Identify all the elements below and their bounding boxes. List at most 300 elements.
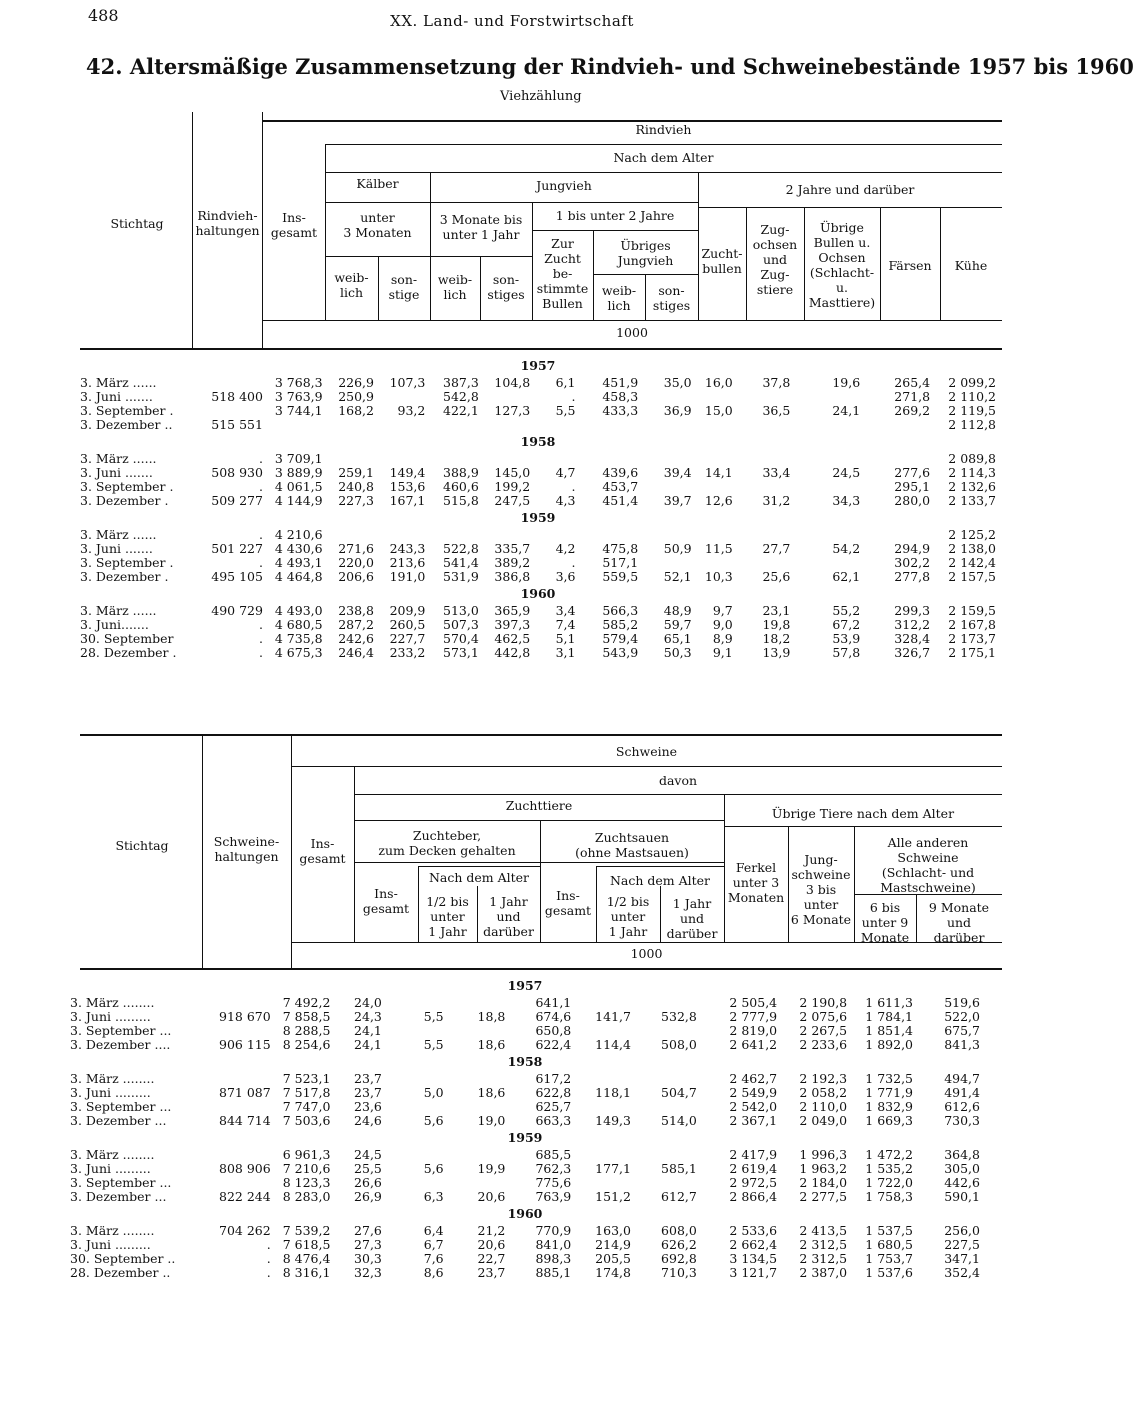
pig-cell: 906 115	[219, 1037, 271, 1052]
pig-ins-gesamt-2: Ins- gesamt	[544, 888, 592, 918]
pig-row-date: 3. September ...	[70, 1099, 172, 1114]
cattle-cell: 2 125,2	[948, 527, 996, 542]
pig-cell: 590,1	[944, 1189, 980, 1204]
cattle-cell	[790, 418, 860, 432]
cattle-cell: 14,1	[704, 465, 733, 480]
cattle-cell: 277,8	[894, 569, 931, 584]
cattle-cell: 57,8	[832, 645, 861, 660]
pig-cell: 844 714	[219, 1113, 271, 1128]
cattle-cell: 233,2	[389, 645, 426, 660]
pig-row-date: 28. Dezember ..	[70, 1265, 171, 1280]
cattle-cell: 365,9	[494, 603, 531, 618]
cattle-cell: 37,8	[762, 375, 791, 390]
pig-cell: 1 537,5	[865, 1223, 913, 1238]
pig-cell	[444, 996, 506, 1010]
cattle-cell	[374, 452, 425, 466]
cattle-cell: 107,3	[389, 375, 426, 390]
cattle-cell	[425, 528, 478, 542]
pig-cell: 2 110,0	[799, 1099, 848, 1114]
pig-cell: 163,0	[595, 1223, 631, 1238]
cattle-cell	[479, 418, 530, 432]
cattle-zuchtbullen-head: Zucht- bullen	[701, 246, 743, 276]
pig-cell	[631, 996, 697, 1010]
cattle-cell: 238,8	[338, 603, 374, 618]
pig-cell: 2 184,0	[799, 1175, 848, 1190]
cattle-cell: 48,9	[663, 603, 692, 618]
pig-uebrige-head: Übrige Tiere nach dem Alter	[771, 806, 955, 821]
pig-cell: 730,3	[944, 1113, 980, 1128]
pig-cell: 442,6	[944, 1175, 980, 1190]
pig-cell: 1 771,9	[865, 1085, 913, 1100]
cattle-cell	[860, 452, 930, 466]
pig-cell: 918 670	[219, 1009, 271, 1024]
cattle-table-row	[80, 528, 996, 542]
pig-cell: 2 662,4	[729, 1237, 778, 1252]
cattle-cell: 287,2	[338, 617, 374, 632]
cattle-cell: 389,2	[494, 555, 531, 570]
pig-row-date: 3. Juni .........	[70, 1009, 151, 1024]
pig-cell: 364,8	[944, 1147, 980, 1162]
cattle-row-date: 30. September	[80, 631, 174, 646]
cattle-table-row	[80, 466, 996, 480]
pig-cell	[631, 1100, 697, 1114]
pig-cell	[571, 996, 631, 1010]
pig-cell: 5,6	[423, 1161, 444, 1176]
pig-cell: .	[266, 1251, 271, 1266]
cattle-cell: 397,3	[494, 617, 531, 632]
cattle-cell: 24,1	[832, 403, 861, 418]
pig-table-row	[70, 996, 980, 1010]
pig-year-label: 1959	[507, 1130, 543, 1145]
cattle-cell	[790, 528, 860, 542]
pig-table-row	[70, 1224, 980, 1238]
cattle-cell: 422,1	[443, 403, 479, 418]
cattle-table-row	[80, 646, 996, 660]
pig-cell: 617,2	[535, 1071, 572, 1086]
pig-cell: 622,4	[535, 1037, 572, 1052]
pig-cell: 7,6	[423, 1251, 444, 1266]
pig-cell: 118,1	[595, 1085, 631, 1100]
pig-cell: 141,7	[595, 1009, 631, 1024]
pig-cell: 612,6	[944, 1099, 980, 1114]
cattle-cell: 3 744,1	[274, 403, 323, 418]
cattle-cell: 4 680,5	[274, 617, 323, 632]
cattle-cell: 240,8	[338, 479, 374, 494]
cattle-cell: 3,1	[555, 645, 576, 660]
cattle-sonstiges-2: son- stiges	[487, 272, 525, 302]
cattle-cell	[530, 452, 575, 466]
pig-cell: 6,4	[423, 1223, 444, 1238]
cattle-cell: 53,9	[832, 631, 861, 646]
cattle-cell: 12,6	[704, 493, 733, 508]
cattle-cell: 4 430,6	[274, 541, 323, 556]
cattle-cell: 55,2	[832, 603, 861, 618]
cattle-row-date: 3. Juni .......	[80, 389, 153, 404]
cattle-table-row	[80, 604, 996, 618]
pig-cell: 5,5	[423, 1009, 444, 1024]
cattle-cell: 5,5	[555, 403, 576, 418]
cattle-kaelber-head: Kälber	[356, 176, 399, 191]
cattle-cell: .	[258, 527, 263, 542]
pig-cell: 1 611,3	[865, 995, 913, 1010]
cattle-cell: 5,1	[555, 631, 576, 646]
cattle-table-body	[80, 356, 996, 660]
pig-cell: .	[266, 1265, 271, 1280]
pig-cell: 1 722,0	[865, 1175, 913, 1190]
pig-cell: 23,7	[354, 1085, 382, 1100]
cattle-cell: 299,3	[894, 603, 931, 618]
cattle-cell	[374, 418, 425, 432]
running-head: XX. Land- und Forstwirtschaft	[390, 12, 634, 30]
cattle-cell: 265,4	[894, 375, 931, 390]
pig-year-row	[70, 976, 980, 996]
pig-cell: 1 537,6	[865, 1265, 913, 1280]
pig-cell: 2 413,5	[799, 1223, 848, 1238]
pig-cell: 885,1	[535, 1265, 572, 1280]
pig-cell: 6,7	[423, 1237, 444, 1252]
pig-cell: 626,2	[661, 1237, 697, 1252]
table-title: 42. Altersmäßige Zusammensetzung der Rindvieh- und Schweinebestände 1957 bis 1960	[86, 54, 1134, 79]
cattle-cell: 59,7	[663, 617, 692, 632]
pig-table-body	[70, 976, 980, 1280]
cattle-table-row	[80, 632, 996, 646]
cattle-row-date: 3. Juni.......	[80, 617, 149, 632]
cattle-zugochsen-head: Zug- ochsen und Zug- stiere	[752, 222, 798, 297]
cattle-cell	[692, 390, 733, 404]
cattle-table-row	[80, 570, 996, 584]
pig-cell: 1 832,9	[865, 1099, 913, 1114]
cattle-cell: 2 159,5	[948, 603, 996, 618]
cattle-cell: 2 110,2	[948, 389, 996, 404]
pig-ein-jahr-b: 1 Jahr und darüber	[666, 896, 718, 941]
pig-table-row	[70, 1024, 980, 1038]
pig-cell	[571, 1024, 631, 1038]
pig-cell	[631, 1072, 697, 1086]
pig-cell	[631, 1024, 697, 1038]
cattle-cell	[323, 528, 374, 542]
cattle-cell	[790, 452, 860, 466]
pig-davon-head: davon	[658, 773, 698, 788]
cattle-cell: 518 400	[211, 389, 263, 404]
cattle-cell: 27,7	[762, 541, 791, 556]
pig-jungschweine-head: Jung- schweine 3 bis unter 6 Monate	[790, 852, 852, 927]
pig-cell: 19,9	[477, 1161, 506, 1176]
pig-row-date: 3. September ...	[70, 1175, 172, 1190]
cattle-cell: 312,2	[894, 617, 931, 632]
pig-cell: 20,6	[477, 1189, 506, 1204]
cattle-cell: 4 061,5	[274, 479, 323, 494]
pig-cell: 710,3	[661, 1265, 697, 1280]
pig-table-row	[70, 1072, 980, 1086]
cattle-cell: 335,7	[494, 541, 531, 556]
pig-cell: 7 618,5	[282, 1237, 331, 1252]
cattle-cell: 2 167,8	[948, 617, 996, 632]
cattle-stichtag-head: Stichtag	[110, 216, 164, 231]
pig-cell	[631, 1176, 697, 1190]
pig-ein-jahr-a: 1 Jahr und darüber	[483, 894, 534, 939]
pig-cell: 822 244	[219, 1189, 271, 1204]
pig-cell: 24,0	[354, 995, 382, 1010]
pig-cell: 8 288,5	[282, 1023, 331, 1038]
pig-cell: 5,6	[423, 1113, 444, 1128]
pig-cell	[382, 1148, 444, 1162]
cattle-row-date: 3. September .	[80, 403, 174, 418]
pig-year-label: 1958	[507, 1054, 543, 1069]
pig-cell: 2 417,9	[729, 1147, 778, 1162]
pig-cell: 2 190,8	[799, 995, 848, 1010]
cattle-cell: 247,5	[494, 493, 531, 508]
cattle-cell: 541,4	[443, 555, 479, 570]
cattle-cell: .	[571, 389, 576, 404]
cattle-cell: .	[571, 555, 576, 570]
cattle-weiblich-1: weib- lich	[334, 270, 369, 300]
cattle-cell	[323, 418, 374, 432]
cattle-cell: 149,4	[389, 465, 426, 480]
cattle-cell: 10,3	[704, 569, 733, 584]
pig-table-row	[70, 1190, 980, 1204]
pig-halb-bis-1-b: 1/2 bis unter 1 Jahr	[606, 894, 650, 939]
pig-cell: 7 517,8	[282, 1085, 331, 1100]
pig-row-date: 3. März ........	[70, 1071, 155, 1086]
pig-table-row	[70, 1162, 980, 1176]
pig-cell	[571, 1100, 631, 1114]
cattle-cell: 475,8	[602, 541, 639, 556]
cattle-cell: 439,6	[602, 465, 639, 480]
pig-cell: 2 312,5	[799, 1251, 848, 1266]
pig-cell: 352,4	[944, 1265, 980, 1280]
cattle-cell: 168,2	[338, 403, 374, 418]
pig-cell: 114,4	[595, 1037, 631, 1052]
pig-cell: 763,9	[535, 1189, 572, 1204]
cattle-table-row	[80, 480, 996, 494]
pig-table-row	[70, 1238, 980, 1252]
cattle-cell	[790, 556, 860, 570]
cattle-cell: 39,7	[663, 493, 692, 508]
pig-cell	[382, 1100, 444, 1114]
pig-cell: 491,4	[944, 1085, 980, 1100]
cattle-cell: 271,6	[338, 541, 374, 556]
cattle-table-row	[80, 618, 996, 632]
cattle-uebrige-bullen-head: Übrige Bullen u. Ochsen (Schlacht- u. Masttiere)	[808, 220, 876, 310]
pig-cell: 2 619,4	[729, 1161, 778, 1176]
pig-cell: 1 472,2	[865, 1147, 913, 1162]
cattle-cell: 3,4	[555, 603, 576, 618]
pig-cell: 2 049,0	[799, 1113, 848, 1128]
cattle-cell: 39,4	[663, 465, 692, 480]
cattle-cell: 2 157,5	[948, 569, 996, 584]
cattle-cell: 243,3	[389, 541, 426, 556]
pig-cell	[382, 996, 444, 1010]
pig-cell: 519,6	[944, 995, 980, 1010]
cattle-cell: 542,8	[443, 389, 479, 404]
cattle-row-date: 3. Juni .......	[80, 465, 153, 480]
pig-cell: 2 866,4	[729, 1189, 778, 1204]
pig-cell	[444, 1148, 506, 1162]
pig-zuchteber-head: Zuchteber, zum Decken gehalten	[378, 828, 516, 858]
pig-cell: 22,7	[477, 1251, 506, 1266]
cattle-cell: 259,1	[338, 465, 374, 480]
pig-cell: 608,0	[661, 1223, 697, 1238]
pig-row-date: 3. Dezember ....	[70, 1037, 171, 1052]
cattle-nach-alter-head: Nach dem Alter	[613, 150, 714, 165]
pig-cell: 20,6	[477, 1237, 506, 1252]
cattle-kuehe-head: Kühe	[954, 258, 988, 273]
cattle-cell	[638, 390, 691, 404]
pig-cell: 622,8	[535, 1085, 572, 1100]
cattle-cell	[638, 528, 691, 542]
pig-cell: 2 367,1	[729, 1113, 778, 1128]
pig-halb-bis-1-a: 1/2 bis unter 1 Jahr	[426, 894, 469, 939]
pig-year-row	[70, 1204, 980, 1224]
cattle-row-date: 3. September .	[80, 555, 174, 570]
pig-cell: 650,8	[535, 1023, 572, 1038]
cattle-cell: 9,7	[712, 603, 733, 618]
cattle-cell	[692, 452, 733, 466]
cattle-cell: 153,6	[389, 479, 426, 494]
pig-cell: 18,8	[477, 1009, 506, 1024]
cattle-cell: 199,2	[494, 479, 531, 494]
pig-cell	[199, 1148, 271, 1162]
cattle-table-row	[80, 452, 996, 466]
cattle-cell: .	[258, 555, 263, 570]
cattle-cell: 433,3	[602, 403, 639, 418]
pig-cell: 1 669,3	[865, 1113, 913, 1128]
cattle-cell: 104,8	[494, 375, 531, 390]
pig-cell: 2 542,0	[729, 1099, 778, 1114]
cattle-cell: 507,3	[443, 617, 479, 632]
cattle-cell: 513,0	[443, 603, 479, 618]
cattle-cell: 302,2	[894, 555, 931, 570]
cattle-cell: 220,0	[338, 555, 374, 570]
pig-cell: 30,3	[354, 1251, 382, 1266]
cattle-cell: 62,1	[832, 569, 861, 584]
pig-cell: 494,7	[944, 1071, 980, 1086]
cattle-row-date: 3. Dezember .	[80, 569, 169, 584]
cattle-cell	[323, 452, 374, 466]
pig-cell: 1 680,5	[865, 1237, 913, 1252]
pig-nach-alter-2: Nach dem Alter	[609, 873, 711, 888]
pig-cell	[382, 1024, 444, 1038]
pig-cell: 2 277,5	[799, 1189, 848, 1204]
pig-cell: 898,3	[535, 1251, 572, 1266]
pig-cell	[444, 1100, 506, 1114]
pig-row-date: 30. September ..	[70, 1251, 176, 1266]
cattle-cell: 386,8	[494, 569, 531, 584]
cattle-cell: 2 119,5	[948, 403, 996, 418]
pig-table-row	[70, 1038, 980, 1052]
pig-cell: 149,3	[595, 1113, 631, 1128]
pig-row-date: 3. Juni .........	[70, 1085, 151, 1100]
cattle-cell: 36,9	[663, 403, 692, 418]
cattle-cell: 54,2	[832, 541, 861, 556]
cattle-cell: 269,2	[894, 403, 931, 418]
cattle-cell: .	[258, 631, 263, 646]
pig-cell: 5,5	[423, 1037, 444, 1052]
pig-cell: 663,3	[535, 1113, 572, 1128]
pig-cell: 24,3	[354, 1009, 382, 1024]
cattle-cell: 451,4	[602, 493, 639, 508]
cattle-cell: 50,3	[663, 645, 692, 660]
pig-row-date: 3. März ........	[70, 995, 155, 1010]
cattle-cell: 4 675,3	[274, 645, 323, 660]
cattle-cell: 191,0	[389, 569, 426, 584]
cattle-cell: 2 089,8	[948, 451, 996, 466]
cattle-cell: 4,3	[555, 493, 576, 508]
pig-cell: 23,7	[477, 1265, 506, 1280]
pig-cell: 3 134,5	[729, 1251, 778, 1266]
pig-cell	[571, 1148, 631, 1162]
pig-cell: 3 121,7	[729, 1265, 778, 1280]
cattle-cell: 559,5	[602, 569, 639, 584]
cattle-cell: 585,2	[602, 617, 639, 632]
pig-table-row	[70, 1100, 980, 1114]
cattle-haltungen-head: Rindvieh- haltungen	[195, 208, 260, 238]
pig-cell: 522,0	[944, 1009, 980, 1024]
pig-cell: 174,8	[595, 1265, 631, 1280]
cattle-cell: 566,3	[602, 603, 639, 618]
pig-row-date: 3. Juni .........	[70, 1161, 151, 1176]
cattle-cell: 3 889,9	[274, 465, 323, 480]
cattle-cell: 531,9	[443, 569, 479, 584]
pig-cell: 227,5	[944, 1237, 980, 1252]
cattle-cell	[425, 452, 478, 466]
cattle-table-row	[80, 542, 996, 556]
cattle-cell: 242,6	[338, 631, 374, 646]
cattle-cell	[374, 528, 425, 542]
cattle-cell: 495 105	[211, 569, 263, 584]
pig-table-row	[70, 1086, 980, 1100]
cattle-row-date: 28. Dezember .	[80, 645, 177, 660]
cattle-cell: 213,6	[389, 555, 426, 570]
cattle-cell: 260,5	[389, 617, 426, 632]
cattle-cell: 3 768,3	[274, 375, 323, 390]
cattle-3bis1-head: 3 Monate bis unter 1 Jahr	[439, 212, 523, 242]
pig-table-row	[70, 1010, 980, 1024]
cattle-cell: 33,4	[762, 465, 791, 480]
pig-cell: 1 732,5	[865, 1071, 913, 1086]
cattle-cell: 35,0	[663, 375, 692, 390]
pig-cell: 704 262	[219, 1223, 271, 1238]
pig-haltungen-head: Schweine- haltungen	[213, 834, 280, 864]
cattle-cell: 515 551	[211, 417, 263, 432]
cattle-cell: 227,7	[389, 631, 426, 646]
cattle-cell: 460,6	[443, 479, 479, 494]
cattle-cell: 25,6	[762, 569, 791, 584]
pig-cell: 305,0	[944, 1161, 980, 1176]
cattle-cell	[733, 390, 791, 404]
cattle-unter3-head: unter 3 Monaten	[343, 210, 412, 240]
pig-cell: 692,8	[661, 1251, 697, 1266]
cattle-cell: 13,9	[762, 645, 791, 660]
pig-cell: 24,1	[354, 1023, 382, 1038]
pig-cell: 24,5	[354, 1147, 382, 1162]
pig-stichtag-head: Stichtag	[115, 838, 169, 853]
pig-cell: 6,3	[423, 1189, 444, 1204]
cattle-cell: 2 175,1	[948, 645, 996, 660]
cattle-cell: 206,6	[338, 569, 374, 584]
pig-schweine-head: Schweine	[615, 744, 678, 759]
pig-cell: 151,2	[595, 1189, 631, 1204]
cattle-cell: 515,8	[443, 493, 479, 508]
cattle-cell	[479, 528, 530, 542]
cattle-year-label: 1959	[520, 510, 556, 525]
pig-cell	[199, 1100, 271, 1114]
pig-cell: 347,1	[944, 1251, 980, 1266]
pig-table-row	[70, 1266, 980, 1280]
cattle-cell: 458,3	[602, 389, 639, 404]
cattle-weiblich-3: weib- lich	[601, 283, 637, 313]
pig-cell: 7 523,1	[282, 1071, 331, 1086]
